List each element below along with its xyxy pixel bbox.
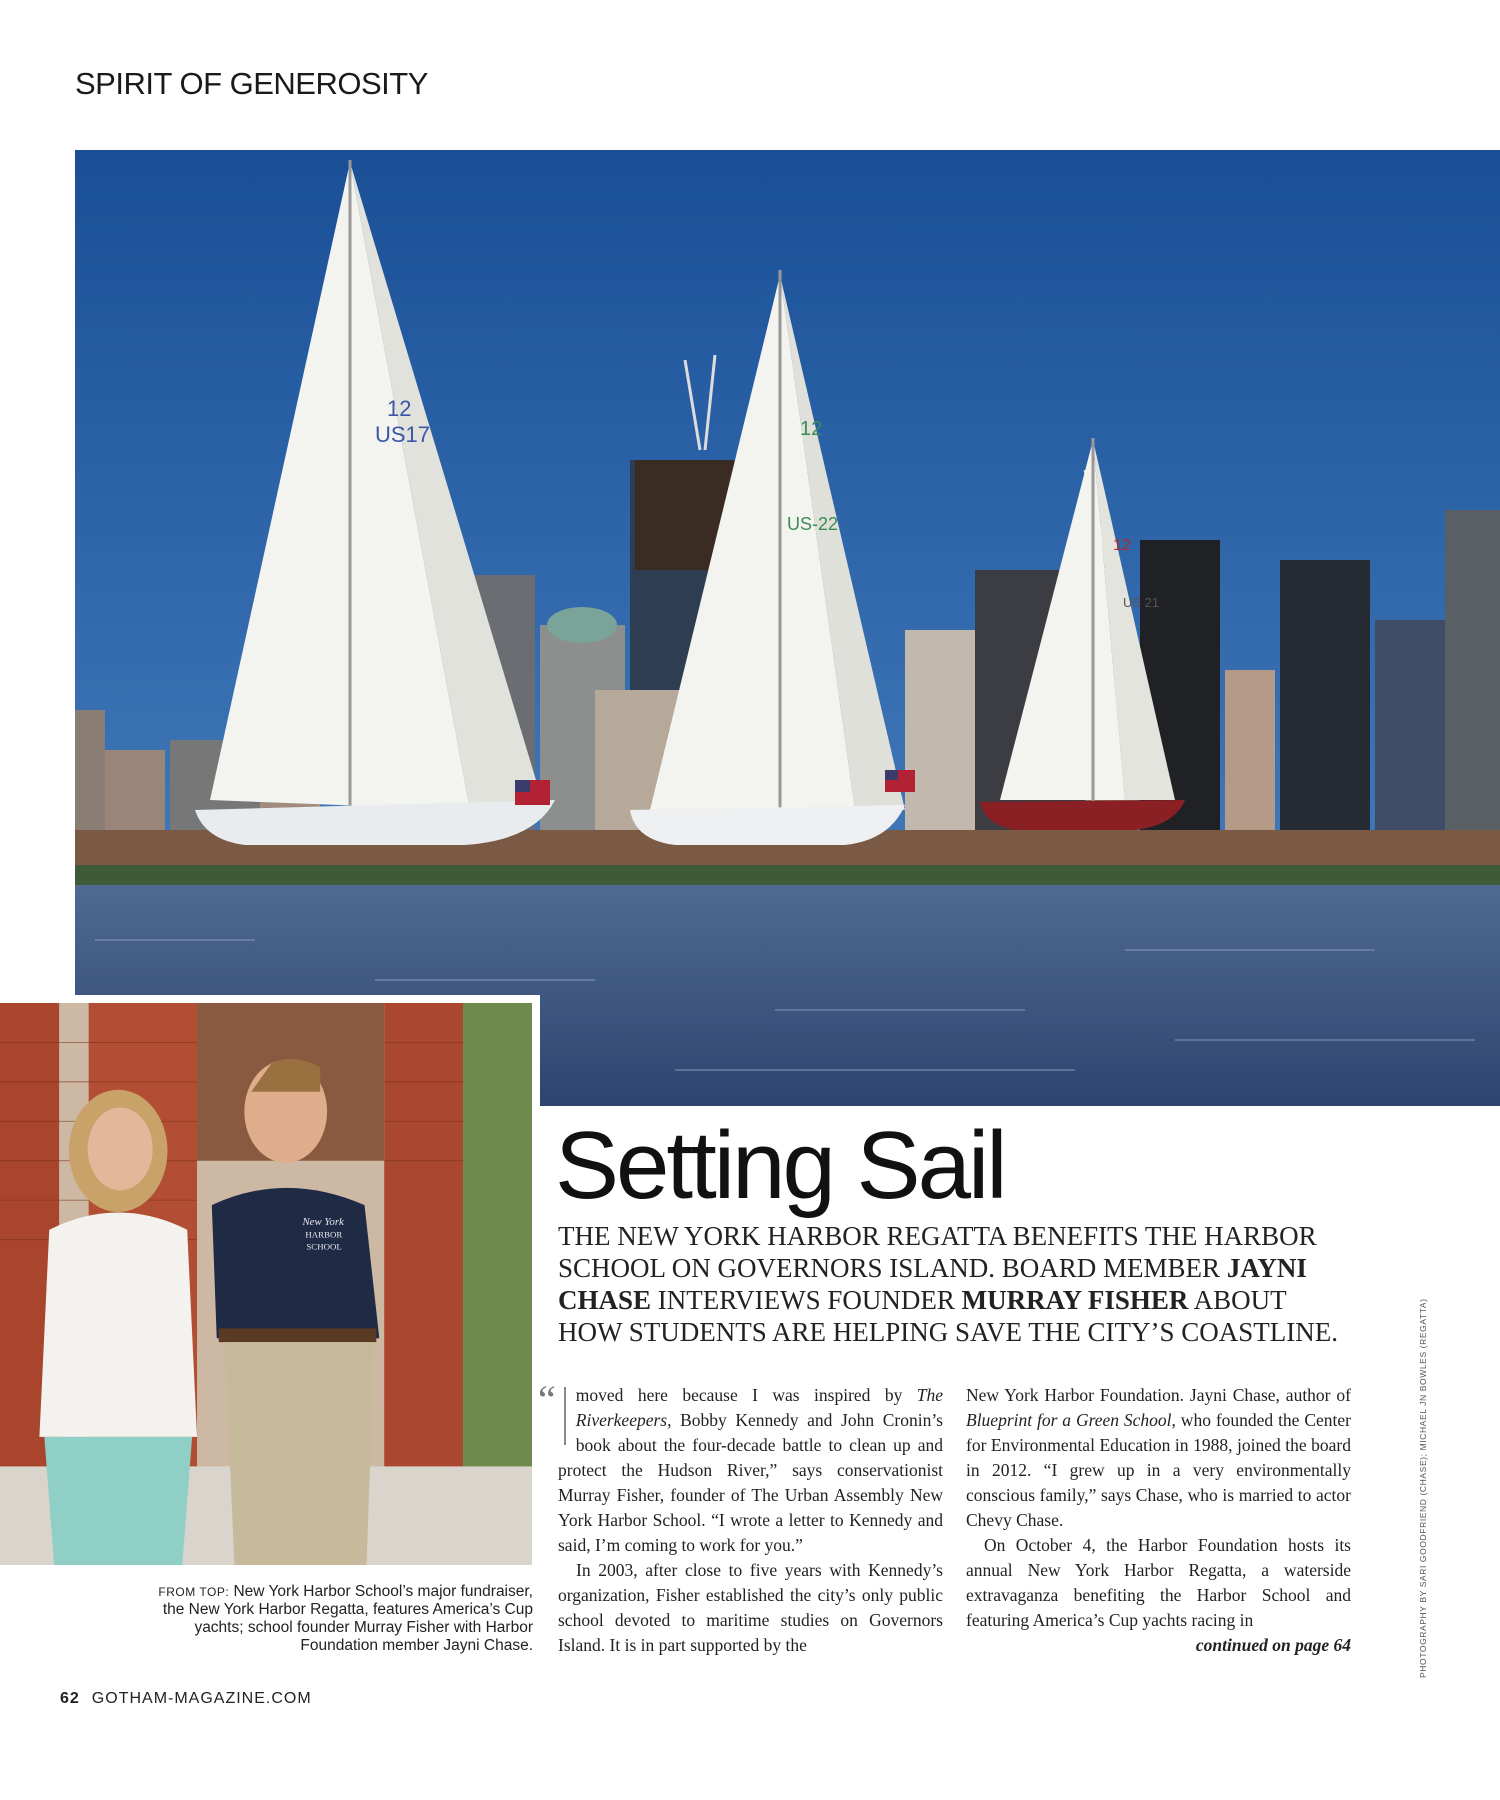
deck-name-chase: JAYNI CHASE [558,1253,1307,1315]
article-headline: Setting Sail [555,1112,1005,1219]
body-paragraph-2: In 2003, after close to five years with Kennedy’s organization, Fisher established the city’s only public school devoted to maritime studies on Governors Island. It is in part supported by the [558,1560,943,1655]
opening-quote-mark: “ [538,1377,556,1422]
continued-link[interactable]: continued on page 64 [1195,1635,1351,1655]
article-deck: THE NEW YORK HARBOR REGATTA BENEFITS THE HARBOR SCHOOL ON GOVERNORS ISLAND. BOARD MEMBER JAYNI CHASE INTERVIEWS FOUNDER MURRAY FISHER ABOUT HOW STUDENTS ARE HELPING SAVE THE CITY’S COASTLINE. [558,1221,1339,1347]
svg-text:HARBOR: HARBOR [305,1229,343,1240]
regatta-photo [75,150,1500,1106]
svg-text:New York: New York [302,1215,344,1228]
svg-text:12: 12 [387,396,412,421]
body-paragraph-4: On October 4, the Harbor Foundation hosts its annual New York Harbor Regatta, a waterside extravaganza benefiting the Harbor School and featuring America’s Cup yachts racing in [966,1535,1351,1630]
regatta-illustration [75,150,1500,1106]
body-paragraph-1: “ moved here because I was inspired by The Riverkeepers, Bobby Kennedy and John Cronin’s book about the four-decade battle to clean up and protect the Hudson River,” says conservationist Murray Fisher, founder of The Urban Assembly New York Harbor School. “I wrote a letter to Kennedy and said, I’m coming to work for you.” [538,1377,943,1555]
deck-name-fisher: MURRAY FISHER [961,1285,1189,1315]
portrait-photo [0,995,540,1565]
svg-text:12: 12 [800,418,823,440]
body-paragraph-3: New York Harbor Foundation. Jayni Chase, author of Blueprint for a Green School, who founded the Center for Environmental Education in 1988, joined the board in 2012. “I grew up in a very environmentally conscious family,” says Chase, who is married to actor Chevy Chase. [966,1385,1351,1530]
footer-site[interactable]: GOTHAM-MAGAZINE.COM [91,1690,312,1707]
svg-text:US-22: US-22 [787,514,839,534]
photo-credit: PHOTOGRAPHY BY SARI GOODFRIEND (CHASE); MICHAEL JN BOWLES (REGATTA) [1418,1298,1428,1678]
body-column-2 [966,1383,1351,1658]
svg-text:US 21: US 21 [1123,595,1160,610]
body-column-1 [538,1377,943,1658]
drop-cap-bar [564,1387,566,1445]
portrait-illustration [0,1003,532,1565]
caption-lead: FROM TOP: [158,1585,230,1599]
photo-caption: FROM TOP: New York Harbor School’s major fundraiser, the New York Harbor Regatta, features America’s Cup yachts; school founder Murray Fisher with Harbor Foundation member Jayni Chase. [158,1583,533,1654]
section-label: SPIRIT OF GENEROSITY [75,66,428,101]
svg-text:SCHOOL: SCHOOL [306,1241,342,1252]
svg-text:12: 12 [1113,537,1131,554]
page-number: 62 [60,1690,80,1707]
svg-text:US17: US17 [375,422,431,447]
page-footer [60,1690,312,1708]
